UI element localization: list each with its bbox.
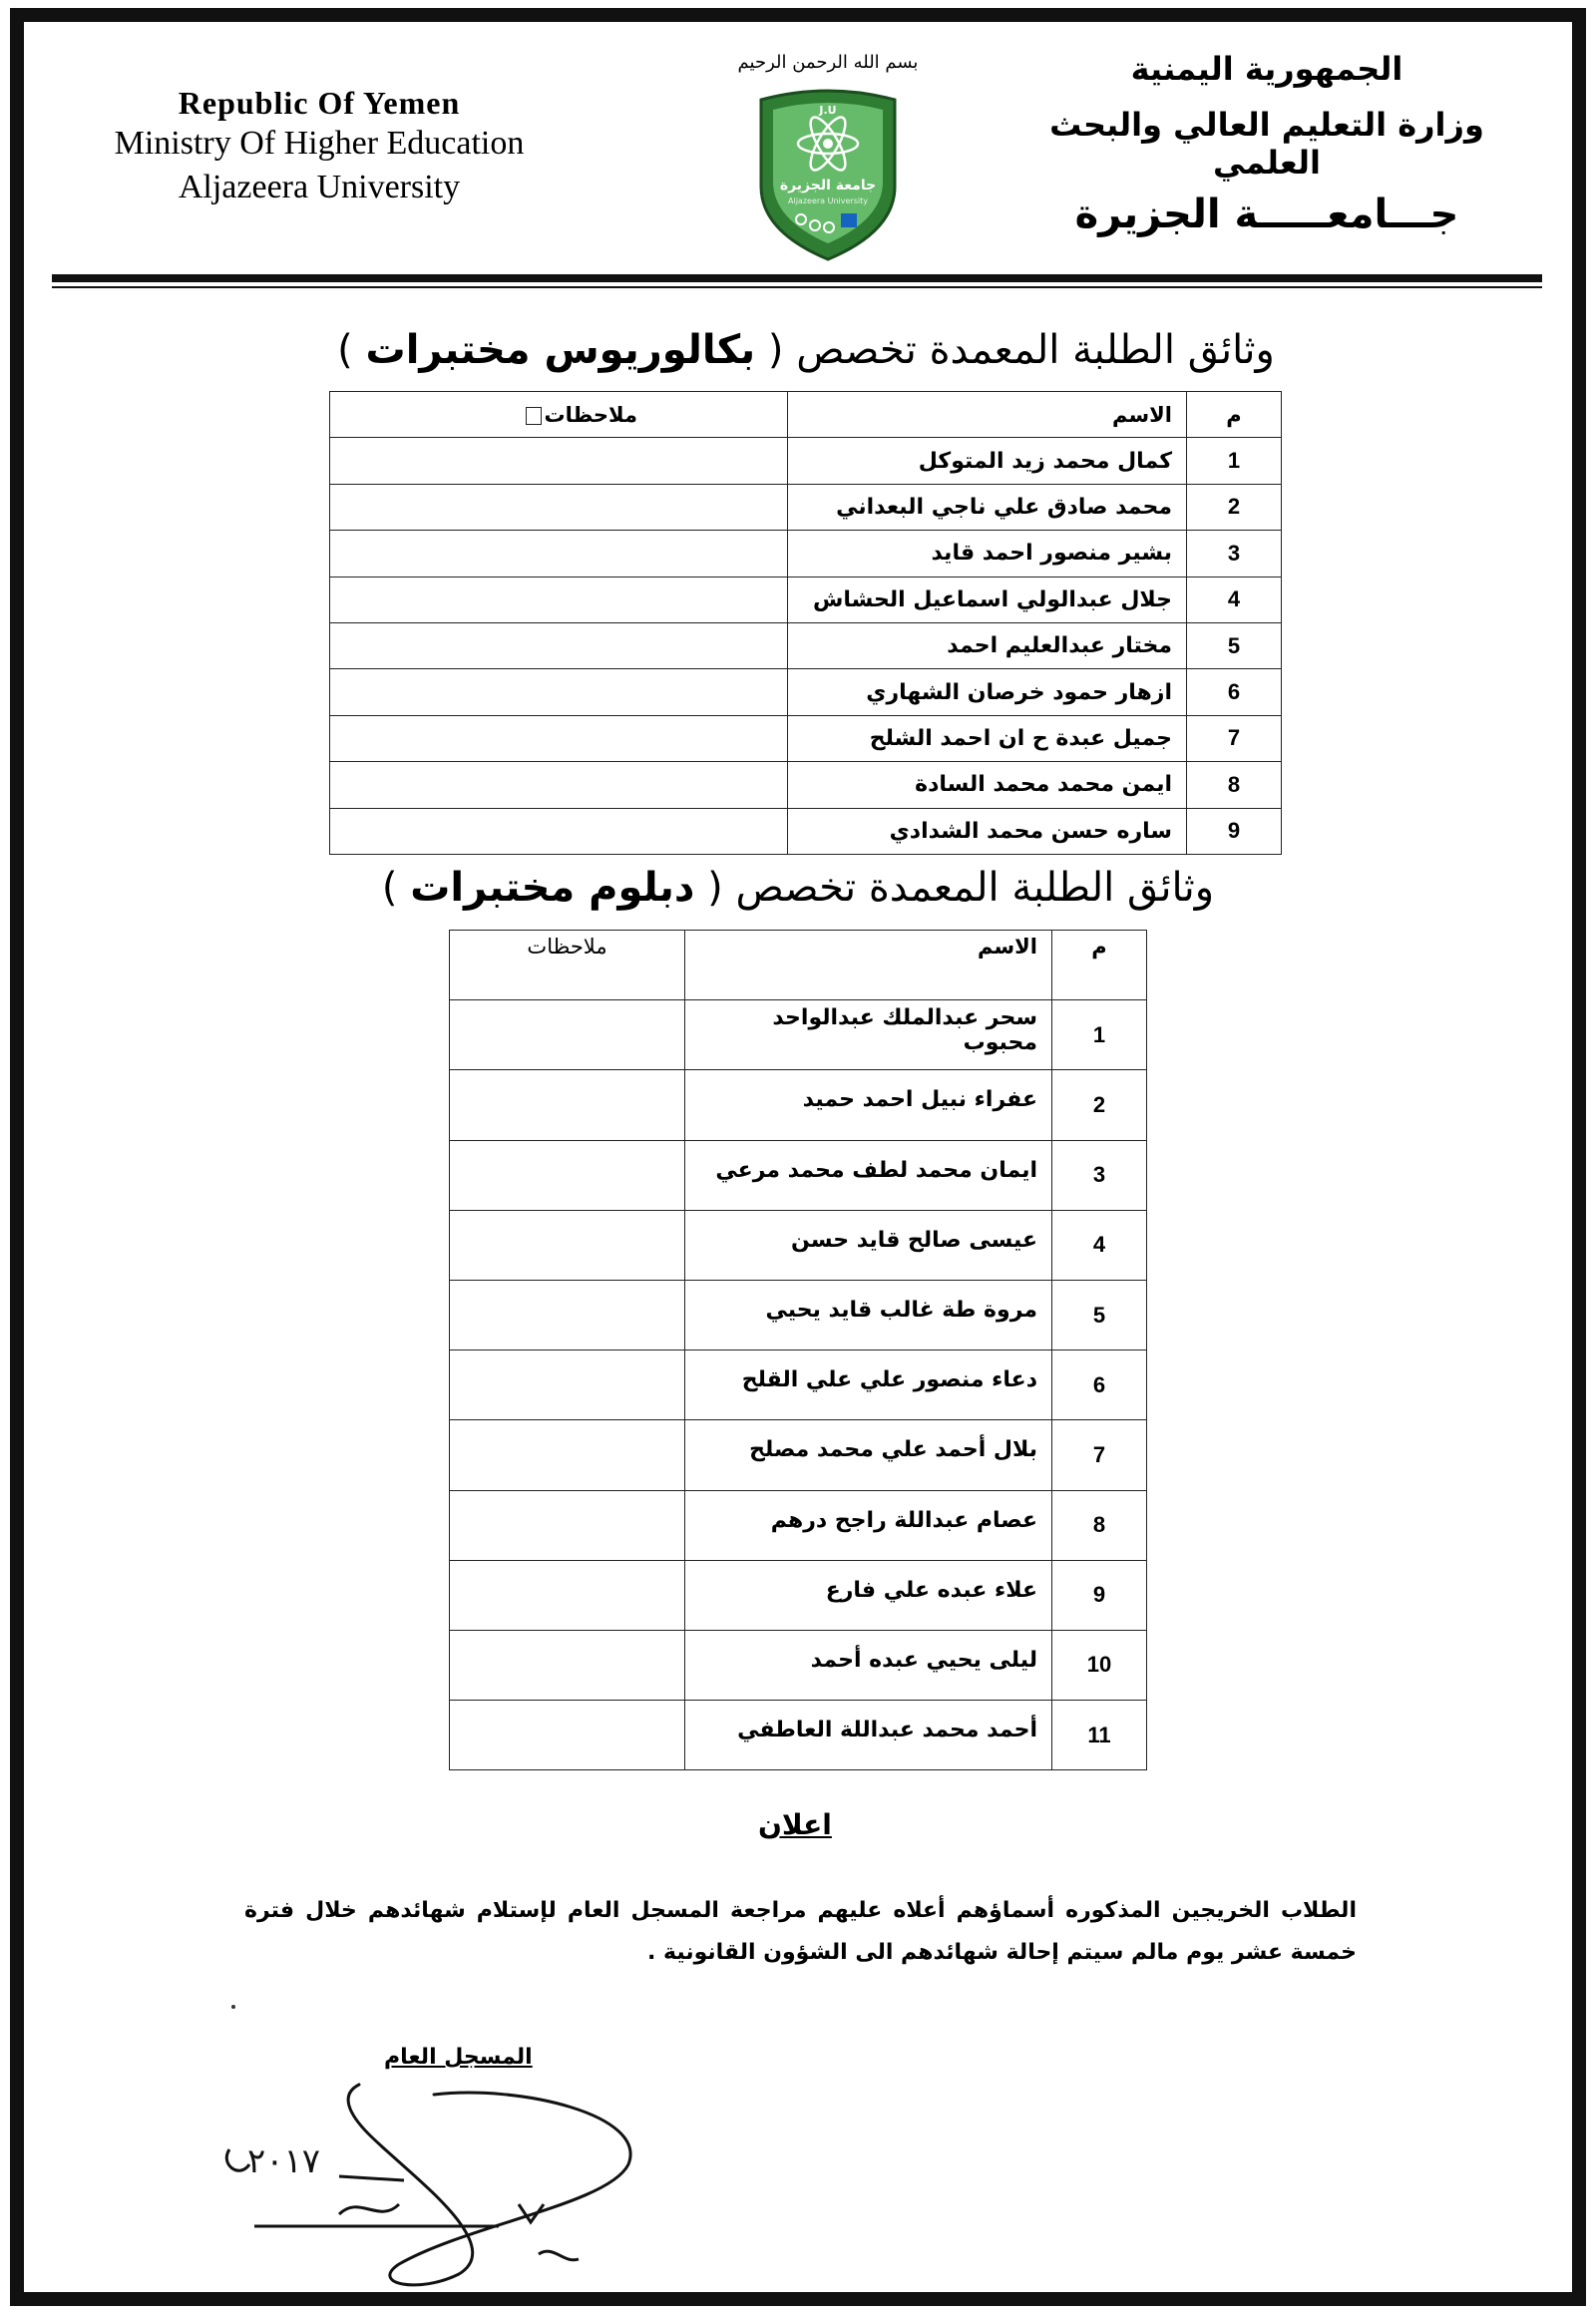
student-name: بلال أحمد علي محمد مصلح <box>685 1420 1052 1490</box>
logo-arabic-text: جامعة الجزيرة <box>779 178 877 193</box>
column-header-name: الاسم <box>788 392 1187 438</box>
row-number: 9 <box>1052 1560 1147 1630</box>
table-header-row <box>450 931 1147 1000</box>
bachelor-title-suffix: ) <box>337 327 353 373</box>
student-name: ايمن محمد محمد السادة <box>788 762 1187 808</box>
table-row <box>330 484 1282 530</box>
row-number: 7 <box>1187 715 1282 761</box>
column-header-name: الاسم <box>685 931 1052 1000</box>
row-number: 2 <box>1052 1070 1147 1140</box>
table-row <box>330 622 1282 668</box>
logo-english-text: Aljazeera University <box>788 196 868 205</box>
row-number: 1 <box>1052 1000 1147 1070</box>
table-row <box>330 438 1282 484</box>
student-name: جلال عبدالولي اسماعيل الحشاش <box>788 577 1187 622</box>
diploma-section-title <box>354 865 1242 911</box>
registrar-signature <box>219 2055 658 2294</box>
student-name: سحر عبدالملك عبدالواحد محبوب <box>685 1000 1052 1070</box>
table-row <box>450 1350 1147 1420</box>
diploma-title-prefix: وثائق الطلبة المعمدة تخصص ( <box>707 865 1215 911</box>
registrar-title: المسجل العام <box>384 2045 533 2070</box>
row-number: 11 <box>1052 1701 1147 1770</box>
university-logo <box>753 82 903 261</box>
row-number: 5 <box>1052 1280 1147 1350</box>
table-row <box>330 715 1282 761</box>
row-number: 4 <box>1187 577 1282 622</box>
handwritten-year: ٢٠١٧ <box>247 2141 321 2181</box>
table-row <box>450 1070 1147 1140</box>
notes-cell <box>450 1350 685 1420</box>
row-number: 5 <box>1187 622 1282 668</box>
logo-initials: J.U <box>819 104 837 117</box>
table-header-row <box>330 392 1282 438</box>
table-row <box>450 1210 1147 1280</box>
row-number: 2 <box>1187 484 1282 530</box>
header-country-en: Republic Of Yemen <box>178 85 461 121</box>
notes-cell <box>330 715 788 761</box>
bachelor-section-title <box>317 327 1295 373</box>
row-number: 3 <box>1052 1140 1147 1210</box>
table-row <box>450 1701 1147 1770</box>
notice-title: اعلان <box>758 1808 832 1841</box>
student-name: بشير منصور احمد قايد <box>788 531 1187 577</box>
row-number: 9 <box>1187 808 1282 854</box>
column-header-num: م <box>1052 931 1147 1000</box>
row-number: 8 <box>1052 1490 1147 1560</box>
table-row <box>450 1490 1147 1560</box>
table-row <box>450 1560 1147 1630</box>
student-name: ايمان محمد لطف محمد مرعي <box>685 1140 1052 1210</box>
notes-cell <box>330 669 788 715</box>
table-row <box>450 1630 1147 1700</box>
student-name: ليلى يحيي عبده أحمد <box>685 1630 1052 1700</box>
table-row <box>330 669 1282 715</box>
bachelor-title-prefix: وثائق الطلبة المعمدة تخصص ( <box>767 327 1275 373</box>
column-header-notes-label: ملاحظات <box>544 402 637 427</box>
notes-cell <box>330 577 788 622</box>
student-name: عيسى صالح قايد حسن <box>685 1210 1052 1280</box>
student-name: ساره حسن محمد الشدادي <box>788 808 1187 854</box>
table-row <box>330 577 1282 622</box>
header-divider-thin <box>52 286 1542 288</box>
row-number: 7 <box>1052 1420 1147 1490</box>
basmala: بسم الله الرحمن الرحيم <box>737 52 919 73</box>
column-header-notes <box>330 392 788 438</box>
bachelor-title-program: بكالوريوس مختبرات <box>365 327 756 373</box>
notes-cell <box>450 1000 685 1070</box>
notes-cell <box>450 1420 685 1490</box>
bachelor-table <box>329 391 1282 855</box>
notes-cell <box>330 808 788 854</box>
student-name: مروة طة غالب قايد يحيي <box>685 1280 1052 1350</box>
student-name: عصام عبداللة راجح درهم <box>685 1490 1052 1560</box>
student-name: علاء عبده علي فارع <box>685 1560 1052 1630</box>
student-name: ازهار حمود خرصان الشهاري <box>788 669 1187 715</box>
table-row <box>450 1140 1147 1210</box>
arabic-header <box>1007 50 1526 237</box>
diploma-table <box>449 930 1147 1770</box>
header-university-ar: جـــامعـــــة الجزيرة <box>1074 192 1459 237</box>
student-name: كمال محمد زيد المتوكل <box>788 438 1187 484</box>
row-number: 1 <box>1187 438 1282 484</box>
table-row <box>330 762 1282 808</box>
row-number: 10 <box>1052 1630 1147 1700</box>
header-divider-thick <box>52 274 1542 282</box>
student-name: جميل عبدة ح ان احمد الشلح <box>788 715 1187 761</box>
table-row <box>330 531 1282 577</box>
table-row <box>450 1000 1147 1070</box>
notice-body: الطلاب الخريجين المذكوره أسماؤهم أعلاه عليهم مراجعة المسجل العام لإستلام شهائدهم خلال فترة خمسة عشر يوم مالم سيتم إحالة شهائدهم الى الشؤون القانونية . <box>244 1898 1357 1965</box>
diploma-title-program: دبلوم مختبرات <box>410 865 695 911</box>
row-number: 6 <box>1187 669 1282 715</box>
notes-cell <box>450 1280 685 1350</box>
notes-cell <box>450 1701 685 1770</box>
row-number: 6 <box>1052 1350 1147 1420</box>
table-row <box>330 808 1282 854</box>
header-university-en: Aljazeera University <box>178 169 461 205</box>
notes-cell <box>330 438 788 484</box>
ink-dot <box>231 2005 235 2009</box>
notes-cell <box>330 531 788 577</box>
row-number: 4 <box>1052 1210 1147 1280</box>
notes-cell <box>450 1630 685 1700</box>
row-number: 8 <box>1187 762 1282 808</box>
header-ministry-ar: وزارة التعليم العالي والبحث العلمي <box>1049 106 1484 182</box>
notes-cell <box>330 484 788 530</box>
table-row <box>450 1420 1147 1490</box>
student-name: عفراء نبيل احمد حميد <box>685 1070 1052 1140</box>
student-name: أحمد محمد عبداللة العاطفي <box>685 1701 1052 1770</box>
header-ministry-en: Ministry Of Higher Education <box>114 125 525 162</box>
notes-cell <box>330 622 788 668</box>
student-name: محمد صادق علي ناجي البعداني <box>788 484 1187 530</box>
row-number: 3 <box>1187 531 1282 577</box>
notes-cell <box>450 1210 685 1280</box>
student-name: مختار عبدالعليم احمد <box>788 622 1187 668</box>
column-header-num: م <box>1187 392 1282 438</box>
english-header <box>40 85 598 209</box>
notes-cell <box>450 1490 685 1560</box>
student-name: دعاء منصور علي علي القلح <box>685 1350 1052 1420</box>
notes-cell <box>450 1140 685 1210</box>
notes-cell <box>330 762 788 808</box>
checkbox-icon <box>526 407 542 425</box>
diploma-title-suffix: ) <box>381 865 398 911</box>
table-row <box>450 1280 1147 1350</box>
header-country-ar: الجمهورية اليمنية <box>1130 50 1403 88</box>
column-header-notes: ملاحظات <box>450 931 685 1000</box>
notes-cell <box>450 1560 685 1630</box>
notes-cell <box>450 1070 685 1140</box>
